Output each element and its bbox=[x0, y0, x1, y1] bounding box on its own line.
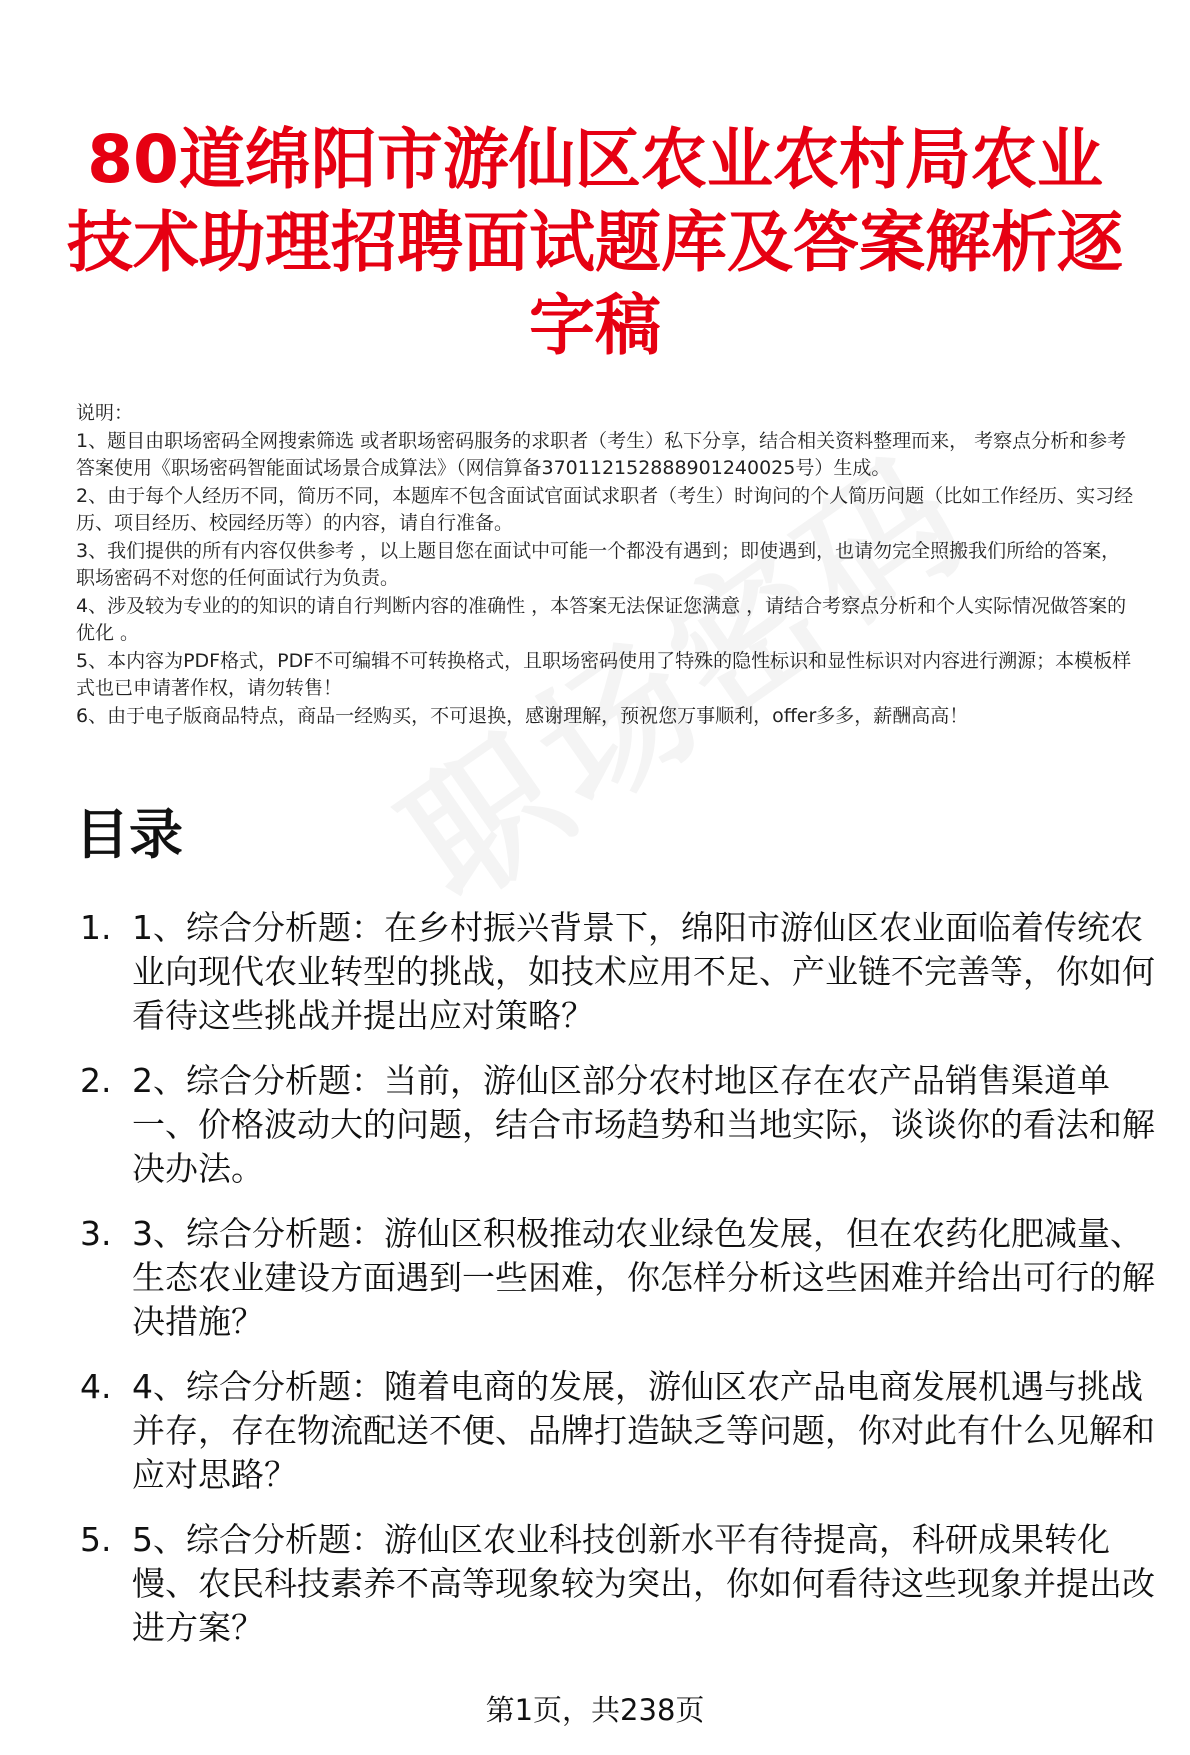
note-item: 2、由于每个人经历不同，简历不同，本题库不包含面试官面试求职者（考生）时询问的个人简历问题（比如工作经历、实习经历、项目经历、校园经历等）的内容，请自行准备。 bbox=[76, 484, 1134, 534]
notes-section bbox=[76, 400, 1136, 730]
note-item: 1、题目由职场密码全网搜索筛选 或者职场密码服务的求职者（考生）私下分享，结合相关资料整理而来， 考察点分析和参考答案使用《职场密码智能面试场景合成算法》（网信算备370112152888901240025号）生成。 bbox=[76, 429, 1127, 479]
note-item: 4、涉及较为专业的的知识的请自行判断内容的准确性 ，本答案无法保证您满意 ，请结合考察点分析和个人实际情况做答案的优化 。 bbox=[76, 594, 1127, 644]
toc-item-text[interactable]: 4、综合分析题：随着电商的发展，游仙区农产品电商发展机遇与挑战并存，存在物流配送不便、品牌打造缺乏等问题，你对此有什么见解和应对思路？ bbox=[132, 1367, 1155, 1494]
toc-item-number: 1. bbox=[80, 908, 112, 947]
notes-heading: 说明： bbox=[76, 402, 134, 424]
toc-item[interactable] bbox=[70, 1059, 1170, 1191]
toc-item-number: 3. bbox=[80, 1214, 112, 1253]
toc-item-text[interactable]: 2、综合分析题：当前，游仙区部分农村地区存在农产品销售渠道单一、价格波动大的问题，结合市场趋势和当地实际，谈谈你的看法和解决办法。 bbox=[132, 1061, 1155, 1188]
toc-list bbox=[70, 906, 1170, 1671]
toc-heading: 目录 bbox=[75, 803, 183, 866]
toc-item-text[interactable]: 3、综合分析题：游仙区积极推动农业绿色发展，但在农药化肥减量、生态农业建设方面遇到一些困难，你怎样分析这些困难并给出可行的解决措施？ bbox=[132, 1214, 1155, 1341]
note-item: 5、本内容为PDF格式，PDF不可编辑不可转换格式，且职场密码使用了特殊的隐性标识和显性标识对内容进行溯源；本模板样式也已申请著作权，请勿转售！ bbox=[76, 649, 1132, 699]
toc-item[interactable] bbox=[70, 1365, 1170, 1497]
note-item: 3、我们提供的所有内容仅供参考 ，以上题目您在面试中可能一个都没有遇到；即使遇到，也请勿完全照搬我们所给的答案，职场密码不对您的任何面试行为负责。 bbox=[76, 539, 1121, 589]
toc-item-text[interactable]: 5、综合分析题：游仙区农业科技创新水平有待提高，科研成果转化慢、农民科技素养不高等现象较为突出，你如何看待这些现象并提出改进方案？ bbox=[132, 1520, 1155, 1647]
toc-item-number: 4. bbox=[80, 1367, 112, 1406]
toc-item[interactable] bbox=[70, 1212, 1170, 1344]
note-item: 6、由于电子版商品特点，商品一经购买，不可退换，感谢理解，预祝您万事顺利，offer多多，薪酬高高！ bbox=[76, 704, 969, 727]
toc-item-text[interactable]: 1、综合分析题：在乡村振兴背景下，绵阳市游仙区农业面临着传统农业向现代农业转型的挑战，如技术应用不足、产业链不完善等，你如何看待这些挑战并提出应对策略？ bbox=[132, 908, 1155, 1035]
document-title: 80道绵阳市游仙区农业农村局农业技术助理招聘面试题库及答案解析逐字稿 bbox=[67, 121, 1123, 364]
toc-item[interactable] bbox=[70, 1518, 1170, 1650]
page-footer: 第1页，共238页 bbox=[485, 1693, 705, 1727]
toc-item-number: 2. bbox=[80, 1061, 112, 1100]
toc-item-number: 5. bbox=[80, 1520, 112, 1559]
toc-item[interactable] bbox=[70, 906, 1170, 1038]
